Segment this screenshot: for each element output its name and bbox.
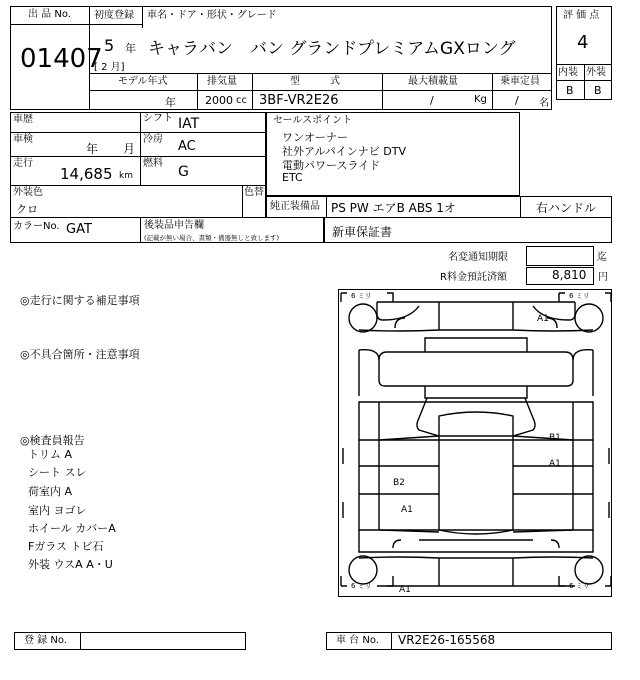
exterior-score: B bbox=[594, 84, 602, 97]
shift-value: IAT bbox=[178, 116, 200, 132]
color-no-label: カラーNo. bbox=[13, 221, 60, 232]
car-name: キャラバン バン グランドプレミアムGXロング bbox=[148, 39, 516, 59]
aftermarket-note: (記載が無い場合、書類・備器無しと致します) bbox=[144, 234, 280, 242]
inspection-month-unit: 月 bbox=[123, 142, 136, 156]
displacement-value: 2000 bbox=[205, 94, 233, 107]
inspector-item: 外装 ウスA A・U bbox=[28, 558, 113, 571]
capacity-unit: 名 bbox=[539, 98, 549, 109]
displacement-unit: cc bbox=[236, 95, 247, 106]
recolor-label: 色替 bbox=[244, 187, 264, 198]
first-reg-year: 5 bbox=[104, 36, 115, 55]
sales-points-label: セールスポイント bbox=[273, 115, 353, 126]
lot-number: 01407 bbox=[20, 44, 103, 74]
color-no-value: GAT bbox=[66, 222, 92, 237]
car-outline-drawing bbox=[339, 290, 613, 598]
mileage-value: 14,685 bbox=[60, 165, 113, 183]
reg-no-label: 登 録 No. bbox=[24, 635, 67, 646]
recycle-amount: 8,810 bbox=[552, 268, 587, 282]
model-year-label: モデル年式 bbox=[118, 76, 168, 87]
damage-mark: A1 bbox=[399, 585, 411, 595]
aircon-value: AC bbox=[178, 139, 196, 154]
displacement-label: 排気量 bbox=[207, 76, 237, 87]
capacity-value: / bbox=[515, 94, 519, 107]
car-diagram bbox=[338, 289, 612, 597]
tire-depth-rear-left: 6 ミリ bbox=[351, 582, 372, 590]
capacity-label: 乗車定員 bbox=[500, 76, 540, 87]
mileage-label: 走行 bbox=[13, 158, 33, 169]
name-change-field bbox=[526, 246, 594, 266]
inspection-year-unit: 年 bbox=[86, 142, 99, 156]
steering-value: 右ハンドル bbox=[536, 201, 597, 215]
name-change-label: 名変通知期限 bbox=[448, 252, 508, 263]
first-reg-month: [ 2 月] bbox=[94, 62, 125, 73]
tire-depth-front-left: 6 ミリ bbox=[351, 292, 372, 300]
inspector-item: 室内 ヨゴレ bbox=[28, 504, 87, 517]
max-load-unit: Kg bbox=[474, 94, 487, 105]
shift-label: シフト bbox=[143, 113, 173, 124]
inspector-item: Fガラス トビ石 bbox=[28, 540, 104, 553]
fuel-value: G bbox=[178, 164, 189, 180]
history-label: 車歴 bbox=[13, 114, 33, 125]
interior-label: 内装 bbox=[558, 67, 578, 78]
recycle-label: R料金預託済額 bbox=[440, 272, 507, 283]
inspector-item: 荷室内 A bbox=[28, 485, 73, 498]
max-load-value: / bbox=[430, 94, 434, 107]
inspector-report-label: ◎検査員報告 bbox=[20, 434, 85, 447]
lot-label: 出 品 No. bbox=[28, 9, 71, 20]
tire-depth-front-right: 6 ミリ bbox=[569, 292, 590, 300]
sales-point-1: ワンオーナー bbox=[282, 131, 348, 144]
interior-score: B bbox=[566, 84, 574, 97]
recycle-unit: 円 bbox=[598, 272, 608, 283]
inspection-label: 車検 bbox=[13, 134, 33, 145]
model-code: 3BF-VR2E26 bbox=[259, 93, 339, 108]
damage-mark: B1 bbox=[549, 433, 561, 443]
chassis-number: VR2E26-165568 bbox=[398, 633, 496, 647]
first-reg-year-unit: 年 bbox=[125, 42, 136, 55]
inspector-item: シート スレ bbox=[28, 466, 87, 479]
sales-point-4: ETC bbox=[282, 171, 303, 184]
exterior-label: 外装 bbox=[586, 67, 606, 78]
ext-color-label: 外装色 bbox=[13, 187, 43, 198]
details-box bbox=[10, 112, 266, 218]
ext-color-value: クロ bbox=[16, 203, 38, 216]
sales-point-2: 社外アルパインナビ DTV bbox=[282, 145, 407, 158]
type-label: 型 式 bbox=[290, 76, 340, 87]
inspector-item: トリム A bbox=[28, 448, 73, 461]
damage-mark: B2 bbox=[393, 478, 405, 488]
driving-notes-label: ◎走行に関する補足事項 bbox=[20, 294, 140, 307]
warranty-value: 新車保証書 bbox=[332, 225, 393, 239]
car-info-label: 車名・ドア・形状・グレード bbox=[147, 10, 277, 21]
score-label: 評 価 点 bbox=[563, 10, 600, 21]
damage-mark: A1 bbox=[537, 314, 549, 324]
name-change-unit: 迄 bbox=[597, 252, 607, 263]
tire-depth-rear-right: 6 ミリ bbox=[569, 582, 590, 590]
model-year-unit: 年 bbox=[165, 96, 176, 109]
mileage-unit: km bbox=[119, 171, 133, 181]
aftermarket-label: 後装品申告欄 bbox=[144, 220, 204, 231]
fuel-label: 燃料 bbox=[143, 158, 163, 169]
equipment-label: 純正装備品 bbox=[270, 201, 320, 212]
equipment-items: PS PW エアB ABS 1オ bbox=[331, 201, 456, 215]
defects-notes-label: ◎不具合箇所・注意事項 bbox=[20, 348, 140, 361]
sales-point-3: 電動パワースライド bbox=[282, 159, 381, 172]
score-value: 4 bbox=[577, 32, 589, 53]
max-load-label: 最大積載量 bbox=[408, 76, 458, 87]
aircon-label: 冷房 bbox=[143, 134, 163, 145]
chassis-label: 車 台 No. bbox=[336, 635, 379, 646]
damage-mark: A1 bbox=[549, 459, 561, 469]
damage-mark: A1 bbox=[401, 505, 413, 515]
inspector-item: ホイール カバーA bbox=[28, 522, 116, 535]
first-reg-label: 初度登録 bbox=[94, 10, 134, 21]
